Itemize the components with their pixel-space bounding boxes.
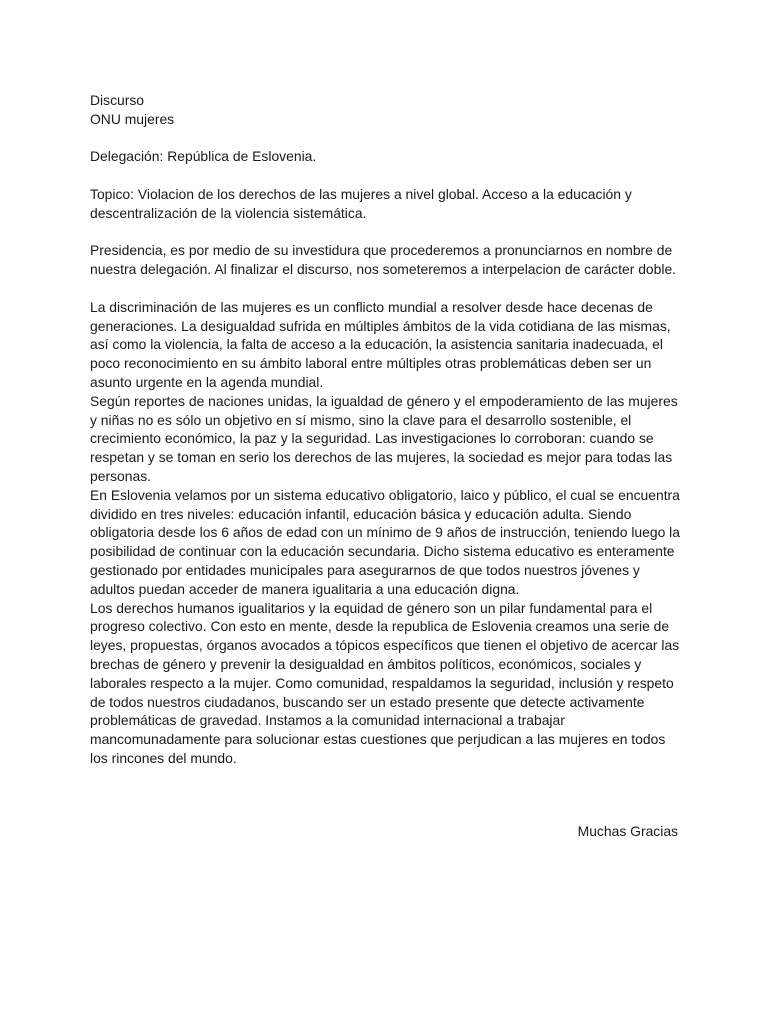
- spacer: [90, 223, 680, 242]
- document-title: Discurso: [90, 92, 145, 108]
- spacer: [90, 129, 680, 148]
- body-paragraph-2: Según reportes de naciones unidas, la igualdad de género y el empoderamiento de las mujeres y niñas no es sólo un objetivo en sí mismo, sino la clave para el desarrollo sostenible, el crecimiento económico, la paz y la seguridad. Las investigaciones lo corroboran: cuando se respetan y se toman en serio los derechos de las mujeres, la sociedad es mejor para todas las personas.: [90, 392, 678, 484]
- closing-line: Muchas Gracias: [577, 823, 678, 839]
- topic-line: Topico: Violacion de los derechos de las mujeres a nivel global. Acceso a la educación y descentralización de la violencia sistemática.: [90, 185, 632, 221]
- opening-paragraph: Presidencia, es por medio de su investidura que procederemos a pronunciarnos en nombre de nuestra delegación. Al finalizar el discurso, nos someteremos a interpelacion de carácter doble.: [90, 242, 677, 278]
- speech-body: [90, 298, 680, 768]
- spacer: [90, 279, 680, 298]
- document-organization: ONU mujeres: [90, 110, 175, 127]
- body-paragraph-3: En Eslovenia velamos por un sistema educativo obligatorio, laico y público, el cual se encuentra dividido en tres niveles: educación infantil, educación básica y educación adulta. Siendo obligatoria desde los 6 años de edad con un mínimo de 9 años de instrucción, teniendo luego la posibilidad de continuar con la educación secundaria. Dicho sistema educativo es enteramente gestionado por entidades municipales para asegurarnos de que todos nuestros jóvenes y adultos puedan acceder de manera igualitaria a una educación digna.: [90, 486, 680, 597]
- spacer: [90, 166, 680, 185]
- delegation-line: Delegación: República de Eslovenia.: [90, 148, 317, 165]
- body-paragraph-4: Los derechos humanos igualitarios y la equidad de género son un pilar fundamental para el progreso colectivo. Con esto en mente, desde la republica de Eslovenia creamos una serie de leyes, propuestas, órganos avocados a tópicos específicos que tienen el objetivo de acercar las brechas de género y prevenir la desigualdad en ámbitos políticos, económicos, sociales y laborales respecto a la mujer. Como comunidad, respaldamos la seguridad, inclusión y respeto de todos nuestros ciudadanos, buscando ser un estado presente que detecte activamente problemáticas de gravedad. Instamos a la comunidad internacional a trabajar mancomunadamente para solucionar estas cuestiones que perjudican a las mujeres en todos los rincones del mundo.: [90, 599, 680, 766]
- body-paragraph-1: La discriminación de las mujeres es un conflicto mundial a resolver desde hace decenas de generaciones. La desigualdad sufrida en múltiples ámbitos de la vida cotidiana de las mismas, así como la violencia, la falta de acceso a la educación, la asistencia sanitaria inadecuada, el poco reconocimiento en su ámbito laboral entre múltiples otras problemáticas deben ser un asunto urgente en la agenda mundial.: [90, 298, 671, 390]
